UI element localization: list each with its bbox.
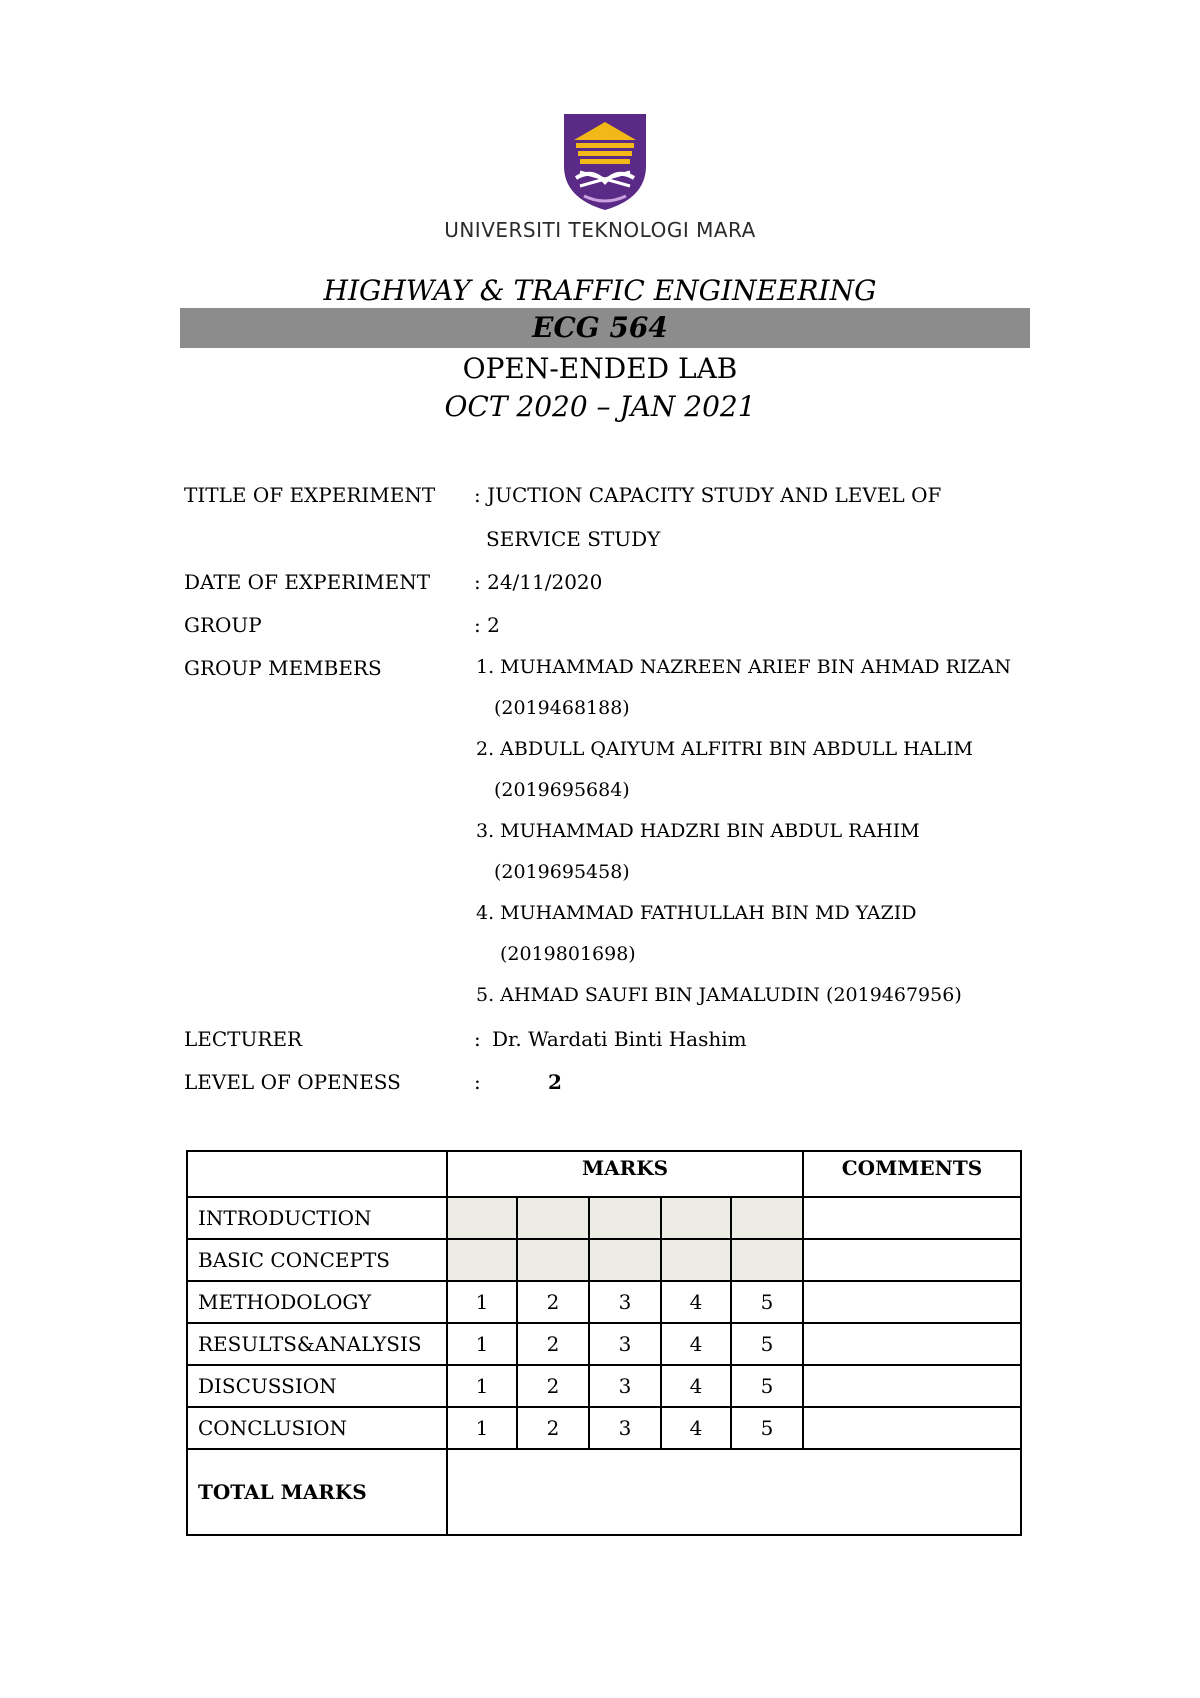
mark-cell: 3	[589, 1281, 661, 1323]
comment-cell	[803, 1239, 1021, 1281]
table-row	[187, 1407, 1021, 1449]
mark-cell: 3	[589, 1323, 661, 1365]
title-value-line2: SERVICE STUDY	[486, 527, 661, 551]
grading-table	[186, 1150, 1022, 1536]
mark-cell	[589, 1239, 661, 1281]
table-row	[187, 1197, 1021, 1239]
member-3-name: 3. MUHAMMAD HADZRI BIN ABDUL RAHIM	[476, 820, 920, 842]
row-label-results-analysis: RESULTS&ANALYSIS	[187, 1323, 447, 1365]
mark-cell	[517, 1197, 589, 1239]
lecturer-value: Dr. Wardati Binti Hashim	[492, 1027, 747, 1051]
lecturer-label: LECTURER	[184, 1027, 303, 1051]
mark-cell: 4	[661, 1407, 731, 1449]
mark-cell: 1	[447, 1323, 517, 1365]
lecturer-colon: :	[474, 1027, 481, 1051]
comment-cell	[803, 1323, 1021, 1365]
mark-cell: 5	[731, 1281, 803, 1323]
member-4-id: (2019801698)	[500, 943, 636, 965]
mark-cell: 2	[517, 1281, 589, 1323]
row-label-introduction: INTRODUCTION	[187, 1197, 447, 1239]
openness-label: LEVEL OF OPENESS	[184, 1070, 401, 1094]
mark-cell: 3	[589, 1365, 661, 1407]
member-5-name: 5. AHMAD SAUFI BIN JAMALUDIN (2019467956)	[476, 984, 962, 1006]
member-2-id: (2019695684)	[494, 779, 630, 801]
title-label: TITLE OF EXPERIMENT	[184, 483, 436, 507]
mark-cell	[661, 1239, 731, 1281]
member-4-name: 4. MUHAMMAD FATHULLAH BIN MD YAZID	[476, 902, 917, 924]
table-row	[187, 1365, 1021, 1407]
total-marks-label: TOTAL MARKS	[187, 1449, 447, 1535]
comment-cell	[803, 1281, 1021, 1323]
header-blank-cell	[187, 1151, 447, 1197]
comment-cell	[803, 1407, 1021, 1449]
semester: OCT 2020 – JAN 2021	[444, 390, 756, 423]
row-label-basic-concepts: BASIC CONCEPTS	[187, 1239, 447, 1281]
mark-cell	[447, 1197, 517, 1239]
member-3-id: (2019695458)	[494, 861, 630, 883]
mark-cell: 2	[517, 1323, 589, 1365]
mark-cell: 5	[731, 1323, 803, 1365]
mark-cell	[589, 1197, 661, 1239]
openness-colon: :	[474, 1070, 481, 1094]
mark-cell: 4	[661, 1281, 731, 1323]
title-value-line1: : JUCTION CAPACITY STUDY AND LEVEL OF	[474, 483, 942, 507]
marks-header: MARKS	[447, 1151, 803, 1197]
table-row	[187, 1323, 1021, 1365]
mark-cell: 5	[731, 1365, 803, 1407]
table-row	[187, 1239, 1021, 1281]
mark-cell: 3	[589, 1407, 661, 1449]
course-code: ECG 564	[532, 311, 668, 344]
course-title: HIGHWAY & TRAFFIC ENGINEERING	[323, 274, 877, 307]
mark-cell: 4	[661, 1323, 731, 1365]
comment-cell	[803, 1197, 1021, 1239]
mark-cell: 4	[661, 1365, 731, 1407]
mark-cell	[661, 1197, 731, 1239]
university-name: UNIVERSITI TEKNOLOGI MARA	[444, 218, 756, 242]
member-2-name: 2. ABDULL QAIYUM ALFITRI BIN ABDULL HALIM	[476, 738, 973, 760]
mark-cell	[731, 1197, 803, 1239]
uitm-logo	[562, 112, 648, 212]
mark-cell	[447, 1239, 517, 1281]
openness-value: 2	[548, 1070, 562, 1094]
mark-cell: 5	[731, 1407, 803, 1449]
mark-cell	[731, 1239, 803, 1281]
table-header-row	[187, 1151, 1021, 1197]
date-label: DATE OF EXPERIMENT	[184, 570, 431, 594]
comments-header: COMMENTS	[803, 1151, 1021, 1197]
mark-cell: 1	[447, 1281, 517, 1323]
total-marks-value-cell	[447, 1449, 1021, 1535]
mark-cell: 2	[517, 1365, 589, 1407]
date-value: : 24/11/2020	[474, 570, 603, 594]
member-1-name: 1. MUHAMMAD NAZREEN ARIEF BIN AHMAD RIZAN	[476, 656, 1011, 678]
member-1-id: (2019468188)	[494, 697, 630, 719]
group-label: GROUP	[184, 613, 262, 637]
lab-title: OPEN-ENDED LAB	[462, 352, 738, 385]
members-label: GROUP MEMBERS	[184, 656, 382, 680]
mark-cell: 1	[447, 1407, 517, 1449]
row-label-discussion: DISCUSSION	[187, 1365, 447, 1407]
comment-cell	[803, 1365, 1021, 1407]
total-row	[187, 1449, 1021, 1535]
table-row	[187, 1281, 1021, 1323]
row-label-conclusion: CONCLUSION	[187, 1407, 447, 1449]
mark-cell: 2	[517, 1407, 589, 1449]
group-value: : 2	[474, 613, 500, 637]
mark-cell	[517, 1239, 589, 1281]
row-label-methodology: METHODOLOGY	[187, 1281, 447, 1323]
mark-cell: 1	[447, 1365, 517, 1407]
